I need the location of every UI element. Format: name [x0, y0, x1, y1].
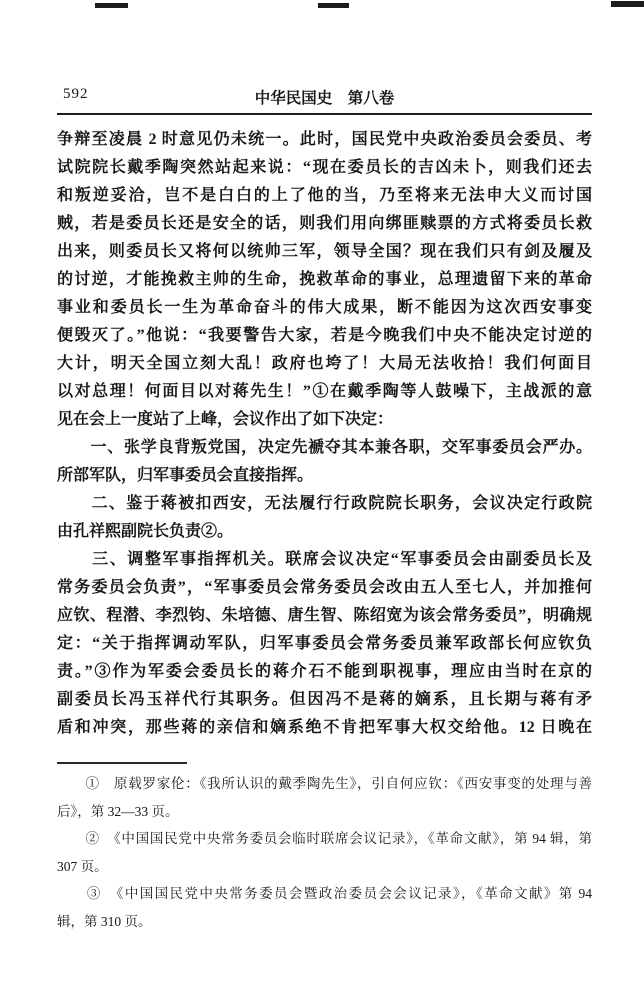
body-line: 便毁灭了。”他说：“我要警告大家，若是今晚我们中央不能决定讨逆的 — [57, 327, 592, 344]
body-line: 二、鉴于蒋被扣西安，无法履行行政院院长职务，会议决定行政院 — [57, 495, 592, 512]
body-line: 事业和委员长一生为革命奋斗的伟大成果，断不能因为这次西安事变 — [57, 299, 592, 316]
body-line: 争辩至凌晨 2 时意见仍未统一。此时，国民党中央政治委员会委员、考 — [57, 131, 592, 148]
footnote-line: ③ 《中国国民党中央常务委员会暨政治委员会会议记录》，《革命文献》第 94 — [57, 886, 592, 901]
body-line: 出来，则委员长又将何以统帅三军，领导全国？现在我们只有剑及履及 — [57, 243, 592, 260]
body-line: 盾和冲突，那些蒋的亲信和嫡系绝不肯把军事大权交给他。12 日晚在 — [57, 719, 592, 736]
body-text — [57, 126, 592, 742]
book-title: 中华民国史 第八卷 — [254, 90, 395, 107]
body-line: 副委员长冯玉祥代行其职务。但因冯不是蒋的嫡系，且长期与蒋有矛 — [57, 691, 592, 708]
footnote-line: 后》，第 32—33 页。 — [57, 803, 179, 819]
body-line: 定：“关于指挥调动军队，归军事委员会常务委员兼军政部长何应钦负 — [57, 635, 592, 652]
footnotes — [57, 770, 592, 935]
body-line: 的讨逆，才能挽救主帅的生命，挽救革命的事业，总理遗留下来的革命 — [57, 271, 592, 288]
body-line: 三、调整军事指挥机关。联席会议决定“军事委员会由副委员长及 — [57, 551, 592, 568]
body-line: 应钦、程潜、李烈钧、朱培德、唐生智、陈绍宽为该会常务委员”，明确规 — [57, 607, 592, 624]
page-number: 592 — [63, 86, 89, 102]
body-line: 一、张学良背叛党国，决定先褫夺其本兼各职，交军事委员会严办。 — [57, 439, 592, 456]
footnote-line: ① 原载罗家伦：《我所认识的戴季陶先生》，引自何应钦：《西安事变的处理与善 — [57, 776, 592, 791]
body-line: 责。”③作为军委会委员长的蒋介石不能到职视事，理应由当时在京的 — [57, 663, 592, 680]
footnote-line: ② 《中国国民党中央常务委员会临时联席会议记录》，《革命文献》，第 94 辑，第 — [57, 831, 592, 846]
body-line: 试院院长戴季陶突然站起来说：“现在委员长的吉凶未卜，则我们还去 — [57, 159, 592, 176]
body-line: 大计，明天全国立刻大乱！政府也垮了！大局无法收拾！我们何面目 — [57, 355, 592, 372]
body-line: 由孔祥熙副院长负责②。 — [57, 523, 234, 540]
page-content — [57, 0, 592, 935]
body-line: 常务委员会负责”，“军事委员会常务委员会改由五人至七人，并加推何 — [57, 579, 592, 596]
footnote-separator — [57, 762, 187, 764]
running-head — [57, 86, 592, 108]
footnote-line: 307 页。 — [57, 858, 108, 874]
scan-artifact-mark — [611, 1, 644, 7]
body-line: 见在会上一度站了上峰，会议作出了如下决定： — [57, 411, 394, 428]
body-line: 以对总理！何面目以对蒋先生！”①在戴季陶等人鼓噪下，主战派的意 — [57, 383, 592, 400]
body-line: 和叛逆妥洽，岂不是白白的上了他的当，乃至将来无法申大义而讨国 — [57, 187, 592, 204]
body-line: 所部军队，归军事委员会直接指挥。 — [57, 467, 314, 484]
body-line: 贼，若是委员长还是安全的话，则我们用向绑匪赎票的方式将委员长救 — [57, 215, 592, 232]
footnote-line: 辑，第 310 页。 — [57, 913, 152, 929]
header-rule — [57, 113, 592, 115]
